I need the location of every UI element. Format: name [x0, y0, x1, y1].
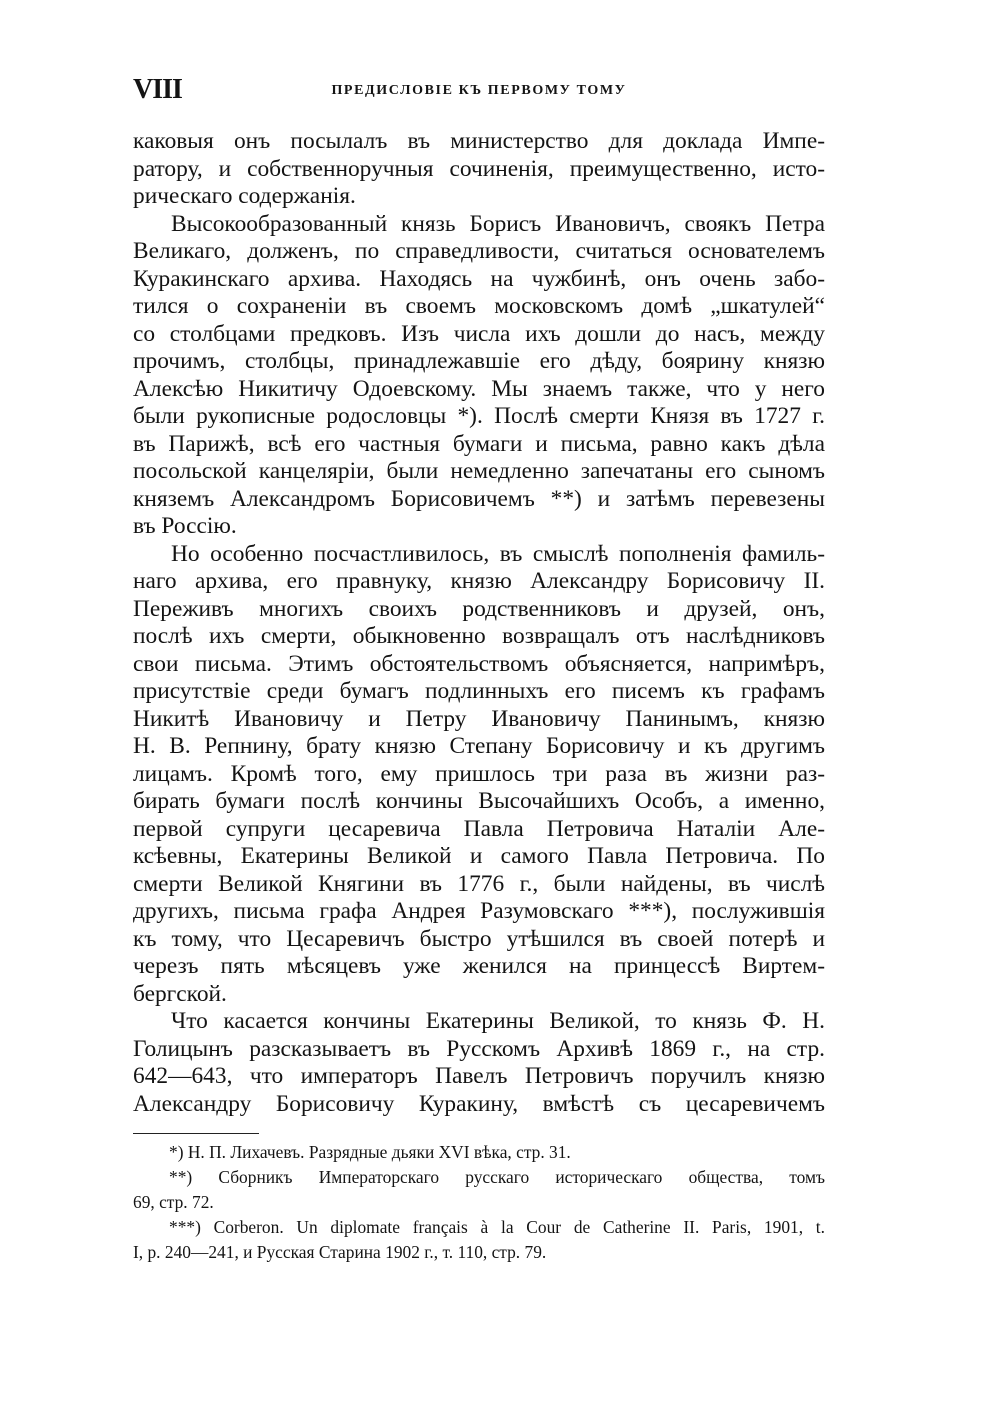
text-line: со столбцами предковъ. Изъ числа ихъ дошли до насъ, между — [133, 320, 825, 347]
text-line: Голицынъ разсказываетъ въ Русскомъ Архивѣ 1869 г., на стр. — [133, 1035, 825, 1062]
text-line: наго архива, его правнуку, князю Александру Борисовичу II. — [133, 568, 825, 594]
text-line: Александру Борисовичу Куракину, вмѣстѣ съ цесаревичемъ — [133, 1090, 825, 1117]
text-line: свои письма. Этимъ обстоятельствомъ объясняется, напримѣръ, — [133, 650, 825, 677]
main-text — [133, 128, 825, 1118]
text-line: тился о сохраненіи въ своемъ московскомъ домѣ „шкатулей“ — [133, 293, 825, 319]
text-line: къ тому, что Цесаревичъ быстро утѣшился въ своей потерѣ и — [133, 925, 825, 952]
text-line: другихъ, письма графа Андрея Разумовскаго ***), послужившія — [133, 898, 825, 924]
text-line: 642—643, что императоръ Павелъ Петровичъ поручилъ князю — [133, 1063, 825, 1089]
text-line: Переживъ многихъ своихъ родственниковъ и друзей, онъ, — [133, 595, 825, 622]
text-line: присутствіе среди бумагъ подлинныхъ его писемъ къ графамъ — [133, 678, 825, 704]
paragraph — [133, 211, 825, 541]
paragraph — [133, 541, 825, 1009]
text-line: Н. В. Репнину, брату князю Степану Борисовичу и къ другимъ — [133, 733, 825, 759]
text-line: ксѣевны, Екатерины Великой и самого Павла Петровича. По — [133, 843, 825, 869]
running-title: ПРЕДИСЛОВІЕ КЪ ПЕРВОМУ ТОМУ — [331, 83, 627, 98]
text-line: Высокообразованный князь Борисъ Ивановичъ, своякъ Петра — [171, 210, 825, 237]
paragraph — [133, 1008, 825, 1118]
text-line: послѣ ихъ смерти, обыкновенно возвращалъ отъ наслѣдниковъ — [133, 623, 825, 649]
text-line: каковыя онъ посылалъ въ министерство для доклада Импе- — [133, 128, 825, 154]
footnote-line: ***) Corberon. Un diplomate français à la Cour de Catherine II. Paris, 1901, t. — [169, 1217, 825, 1237]
text-line: черезъ пять мѣсяцевъ уже женился на принцессѣ Виртем- — [133, 953, 825, 979]
text-line: въ Россію. — [133, 513, 237, 539]
footnote — [133, 1140, 825, 1165]
footnote-line: *) Н. П. Лихачевъ. Разрядные дьяки XVI вѣка, стр. 31. — [169, 1142, 571, 1162]
text-line: княземъ Александромъ Борисовичемъ **) и затѣмъ перевезены — [133, 485, 825, 512]
footnotes — [133, 1140, 825, 1265]
page-number: VIII — [133, 74, 182, 105]
text-line: бергской. — [133, 980, 227, 1007]
footnote-line: I, p. 240—241, и Русская Старина 1902 г., т. 110, стр. 79. — [133, 1242, 547, 1262]
paragraph — [133, 128, 825, 211]
text-line: были рукописные родословцы *). Послѣ смерти Князя въ 1727 г. — [133, 403, 825, 429]
footnote — [133, 1215, 825, 1265]
text-line: Но особенно посчастливилось, въ смыслѣ пополненія фамиль- — [171, 540, 825, 567]
text-line: Что касается кончины Екатерины Великой, то князь Ф. Н. — [171, 1008, 825, 1034]
text-line: рическаго содержанія. — [133, 183, 356, 209]
text-line: въ Парижѣ, всѣ его частныя бумаги и письма, равно какъ дѣла — [133, 430, 825, 457]
text-line: смерти Великой Княгини въ 1776 г., были найдены, въ числѣ — [133, 870, 825, 897]
text-line: Никитѣ Ивановичу и Петру Ивановичу Панинымъ, князю — [133, 705, 825, 732]
footnote — [133, 1165, 825, 1215]
text-line: Великаго, долженъ, по справедливости, считаться основателемъ — [133, 238, 825, 264]
text-line: лицамъ. Кромѣ того, ему пришлось три раза въ жизни раз- — [133, 760, 825, 787]
text-line: прочимъ, столбцы, принадлежавшіе его дѣду, боярину князю — [133, 348, 825, 374]
footnote-divider — [133, 1133, 259, 1134]
footnote-line: 69, стр. 72. — [133, 1192, 214, 1212]
text-line: Алексѣю Никитичу Одоевскому. Мы знаемъ также, что у него — [133, 375, 825, 402]
text-line: ратору, и собственноручныя сочиненія, преимущественно, исто- — [133, 155, 825, 182]
text-line: первой супруги цесаревича Павла Петровича Наталіи Але- — [133, 815, 825, 842]
text-line: Куракинскаго архива. Находясь на чужбинѣ, онъ очень забо- — [133, 265, 825, 292]
footnote-line: **) Сборникъ Императорскаго русскаго историческаго общества, томъ — [169, 1167, 825, 1187]
text-line: бирать бумаги послѣ кончины Высочайшихъ Особъ, а именно, — [133, 788, 825, 814]
page-header — [133, 74, 825, 108]
text-line: посольской канцеляріи, были немедленно запечатаны его сыномъ — [133, 458, 825, 484]
